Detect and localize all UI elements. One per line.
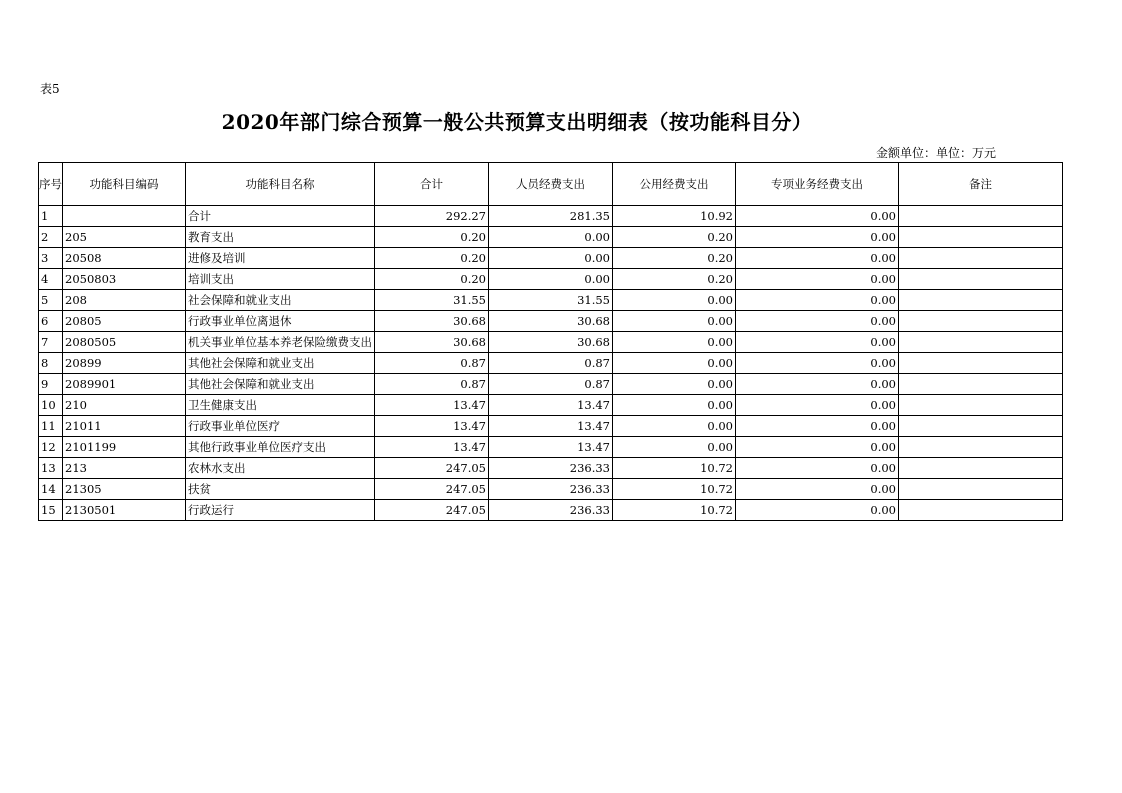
- row-public: 0.00: [613, 332, 736, 353]
- row-code: 2101199: [63, 437, 186, 458]
- row-personnel: 0.00: [489, 248, 613, 269]
- row-name: [186, 332, 375, 353]
- row-public: 0.20: [613, 227, 736, 248]
- row-public: 0.20: [613, 269, 736, 290]
- row-public: 0.00: [613, 353, 736, 374]
- row-name: [186, 416, 375, 437]
- row-code: 21305: [63, 479, 186, 500]
- row-special: 0.00: [736, 248, 899, 269]
- table-row: [39, 500, 1063, 521]
- row-total: 31.55: [375, 290, 489, 311]
- row-seq: 12: [39, 437, 63, 458]
- row-personnel: 30.68: [489, 332, 613, 353]
- row-note: [899, 227, 1063, 248]
- column-header-personnel: 人员经费支出: [489, 163, 613, 206]
- row-personnel: 13.47: [489, 395, 613, 416]
- page-title: 2020年部门综合预算一般公共预算支出明细表（按功能科目分）: [221, 110, 813, 134]
- row-public: 0.00: [613, 311, 736, 332]
- row-special: 0.00: [736, 416, 899, 437]
- row-special: 0.00: [736, 290, 899, 311]
- row-note: [899, 458, 1063, 479]
- row-code: 20899: [63, 353, 186, 374]
- row-total: 13.47: [375, 395, 489, 416]
- row-special: 0.00: [736, 227, 899, 248]
- table-row: [39, 395, 1063, 416]
- column-header-special: 专项业务经费支出: [736, 163, 899, 206]
- row-seq: 6: [39, 311, 63, 332]
- row-seq: 5: [39, 290, 63, 311]
- row-seq: 8: [39, 353, 63, 374]
- table-row: [39, 332, 1063, 353]
- table-row: [39, 248, 1063, 269]
- row-personnel: 236.33: [489, 500, 613, 521]
- table-row: [39, 479, 1063, 500]
- table-label: 表5: [40, 82, 60, 96]
- row-personnel: 13.47: [489, 437, 613, 458]
- row-code: 208: [63, 290, 186, 311]
- row-seq: 4: [39, 269, 63, 290]
- table-row: [39, 458, 1063, 479]
- table-row: [39, 227, 1063, 248]
- row-seq: 14: [39, 479, 63, 500]
- row-special: 0.00: [736, 395, 899, 416]
- row-total: 0.20: [375, 269, 489, 290]
- row-total: 247.05: [375, 479, 489, 500]
- row-total: 292.27: [375, 206, 489, 227]
- row-special: 0.00: [736, 206, 899, 227]
- row-public: 0.00: [613, 437, 736, 458]
- table-header-row: [39, 163, 1063, 206]
- table-row: [39, 269, 1063, 290]
- row-personnel: 236.33: [489, 479, 613, 500]
- row-name: 农林水支出: [186, 458, 375, 479]
- row-seq: 1: [39, 206, 63, 227]
- row-seq: 7: [39, 332, 63, 353]
- row-special: 0.00: [736, 479, 899, 500]
- row-public: 10.92: [613, 206, 736, 227]
- row-personnel: 13.47: [489, 416, 613, 437]
- row-note: [899, 374, 1063, 395]
- row-seq: 2: [39, 227, 63, 248]
- table-row: [39, 311, 1063, 332]
- row-name: [186, 374, 375, 395]
- row-personnel: 0.87: [489, 353, 613, 374]
- table-row: [39, 290, 1063, 311]
- row-personnel: 0.00: [489, 269, 613, 290]
- row-seq: 9: [39, 374, 63, 395]
- row-code: 21011: [63, 416, 186, 437]
- row-name: [186, 311, 375, 332]
- row-special: 0.00: [736, 353, 899, 374]
- row-note: [899, 332, 1063, 353]
- row-total: 30.68: [375, 332, 489, 353]
- row-public: 0.00: [613, 416, 736, 437]
- row-name: 卫生健康支出: [186, 395, 375, 416]
- row-special: 0.00: [736, 269, 899, 290]
- row-total: 247.05: [375, 458, 489, 479]
- row-total: 0.20: [375, 227, 489, 248]
- row-personnel: 30.68: [489, 311, 613, 332]
- table-row: [39, 206, 1063, 227]
- row-note: [899, 206, 1063, 227]
- row-seq: 3: [39, 248, 63, 269]
- row-seq: 10: [39, 395, 63, 416]
- row-code: 2089901: [63, 374, 186, 395]
- row-seq: 15: [39, 500, 63, 521]
- row-public: 10.72: [613, 479, 736, 500]
- row-total: 247.05: [375, 500, 489, 521]
- row-seq: 13: [39, 458, 63, 479]
- row-name: 进修及培训: [186, 248, 375, 269]
- row-name-text: 其他行政事业单位医疗支出: [188, 440, 326, 454]
- row-code: 2050803: [63, 269, 186, 290]
- row-total: 13.47: [375, 416, 489, 437]
- row-name: 行政运行: [186, 500, 375, 521]
- table-row: [39, 353, 1063, 374]
- column-header-name: 功能科目名称: [186, 163, 375, 206]
- row-special: 0.00: [736, 332, 899, 353]
- row-special: 0.00: [736, 374, 899, 395]
- row-personnel: 281.35: [489, 206, 613, 227]
- budget-table: [38, 162, 1063, 521]
- row-personnel: 0.00: [489, 227, 613, 248]
- row-code: [63, 206, 186, 227]
- table-row: [39, 374, 1063, 395]
- row-note: [899, 416, 1063, 437]
- row-note: [899, 311, 1063, 332]
- row-special: 0.00: [736, 500, 899, 521]
- row-name-text: 其他社会保障和就业支出: [188, 356, 315, 370]
- row-public: 0.20: [613, 248, 736, 269]
- row-name: 合计: [186, 206, 375, 227]
- row-total: 0.87: [375, 374, 489, 395]
- row-public: 0.00: [613, 395, 736, 416]
- row-total: 13.47: [375, 437, 489, 458]
- table-row: [39, 416, 1063, 437]
- row-name: 教育支出: [186, 227, 375, 248]
- row-public: 0.00: [613, 290, 736, 311]
- row-special: 0.00: [736, 437, 899, 458]
- row-note: [899, 269, 1063, 290]
- row-name: 社会保障和就业支出: [186, 290, 375, 311]
- row-code: 20805: [63, 311, 186, 332]
- row-code: 213: [63, 458, 186, 479]
- column-header-total: 合计: [375, 163, 489, 206]
- row-total: 30.68: [375, 311, 489, 332]
- row-special: 0.00: [736, 458, 899, 479]
- column-header-seq: 序号: [39, 163, 63, 206]
- row-seq: 11: [39, 416, 63, 437]
- column-header-code: 功能科目编码: [63, 163, 186, 206]
- row-note: [899, 290, 1063, 311]
- row-name: 培训支出: [186, 269, 375, 290]
- row-public: 10.72: [613, 458, 736, 479]
- row-name-text: 其他社会保障和就业支出: [188, 377, 315, 391]
- row-total: 0.20: [375, 248, 489, 269]
- row-name-text: 行政事业单位医疗: [188, 419, 280, 433]
- table-body: [39, 206, 1063, 521]
- unit-note: 金额单位：单位：万元: [875, 146, 996, 160]
- row-personnel: 0.87: [489, 374, 613, 395]
- row-note: [899, 248, 1063, 269]
- row-code: 2130501: [63, 500, 186, 521]
- row-personnel: 236.33: [489, 458, 613, 479]
- column-header-note: 备注: [899, 163, 1063, 206]
- row-total: 0.87: [375, 353, 489, 374]
- row-note: [899, 500, 1063, 521]
- row-code: 205: [63, 227, 186, 248]
- column-header-public: 公用经费支出: [613, 163, 736, 206]
- row-name: [186, 437, 375, 458]
- row-note: [899, 395, 1063, 416]
- row-note: [899, 353, 1063, 374]
- row-public: 10.72: [613, 500, 736, 521]
- row-code: 210: [63, 395, 186, 416]
- table-row: [39, 437, 1063, 458]
- row-name-text: 行政事业单位离退休: [188, 314, 292, 328]
- row-personnel: 31.55: [489, 290, 613, 311]
- row-public: 0.00: [613, 374, 736, 395]
- row-name: [186, 353, 375, 374]
- row-name: 扶贫: [186, 479, 375, 500]
- row-code: 2080505: [63, 332, 186, 353]
- row-note: [899, 479, 1063, 500]
- row-note: [899, 437, 1063, 458]
- row-name-text: 机关事业单位基本养老保险缴费支出: [188, 335, 372, 349]
- row-special: 0.00: [736, 311, 899, 332]
- row-code: 20508: [63, 248, 186, 269]
